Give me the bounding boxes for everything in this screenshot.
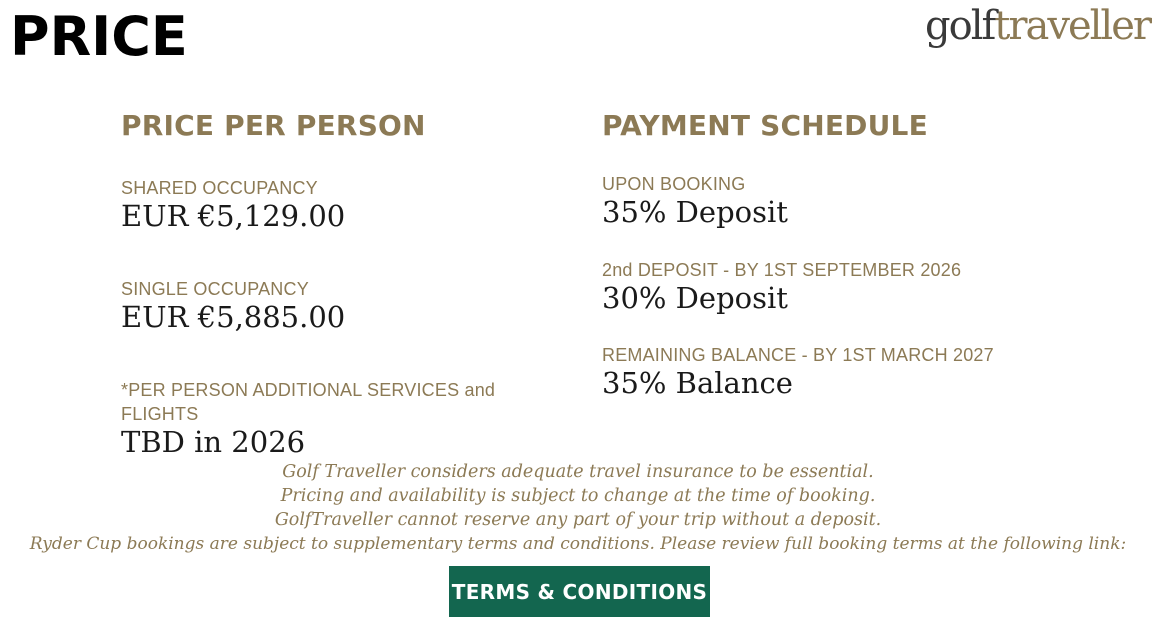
second-deposit-block: [602, 258, 961, 314]
remaining-balance-value: 35% Balance: [602, 366, 793, 400]
terms-and-conditions-button[interactable]: TERMS & CONDITIONS: [449, 566, 710, 617]
upon-booking-block: [602, 172, 788, 228]
additional-services-block: [121, 378, 521, 458]
golftraveller-logo: [925, 3, 1150, 49]
shared-occupancy-block: [121, 176, 345, 232]
price-per-person-section: [121, 109, 561, 459]
payment-schedule-section: [602, 109, 1122, 400]
note-ryder-cup: Ryder Cup bookings are subject to supplementary terms and conditions. Please review full booking terms at the following link:: [29, 534, 1127, 554]
single-occupancy-price: EUR €5,885.00: [121, 300, 346, 334]
note-insurance: Golf Traveller considers adequate travel insurance to be essential.: [282, 462, 874, 482]
remaining-balance-label: REMAINING BALANCE - BY 1ST MARCH 2027: [602, 345, 994, 365]
second-deposit-label: 2nd DEPOSIT - BY 1ST SEPTEMBER 2026: [602, 260, 962, 280]
page-title: PRICE: [10, 5, 188, 68]
additional-services-label: *PER PERSON ADDITIONAL SERVICES and FLIGHTS: [121, 380, 496, 424]
logo-part-traveller: traveller: [994, 3, 1150, 49]
shared-occupancy-label: SHARED OCCUPANCY: [121, 178, 318, 198]
upon-booking-value: 35% Deposit: [602, 195, 788, 229]
additional-services-value: TBD in 2026: [121, 425, 306, 459]
single-occupancy-block: [121, 277, 345, 333]
logo-part-golf: golf: [925, 3, 995, 49]
shared-occupancy-price: EUR €5,129.00: [121, 199, 346, 233]
second-deposit-value: 30% Deposit: [602, 281, 788, 315]
note-pricing: Pricing and availability is subject to change at the time of booking.: [280, 486, 876, 506]
remaining-balance-block: [602, 343, 994, 399]
upon-booking-label: UPON BOOKING: [602, 174, 746, 194]
price-per-person-heading: PRICE PER PERSON: [121, 109, 426, 142]
single-occupancy-label: SINGLE OCCUPANCY: [121, 279, 309, 299]
payment-schedule-heading: PAYMENT SCHEDULE: [602, 109, 928, 142]
note-deposit: GolfTraveller cannot reserve any part of your trip without a deposit.: [274, 510, 882, 530]
